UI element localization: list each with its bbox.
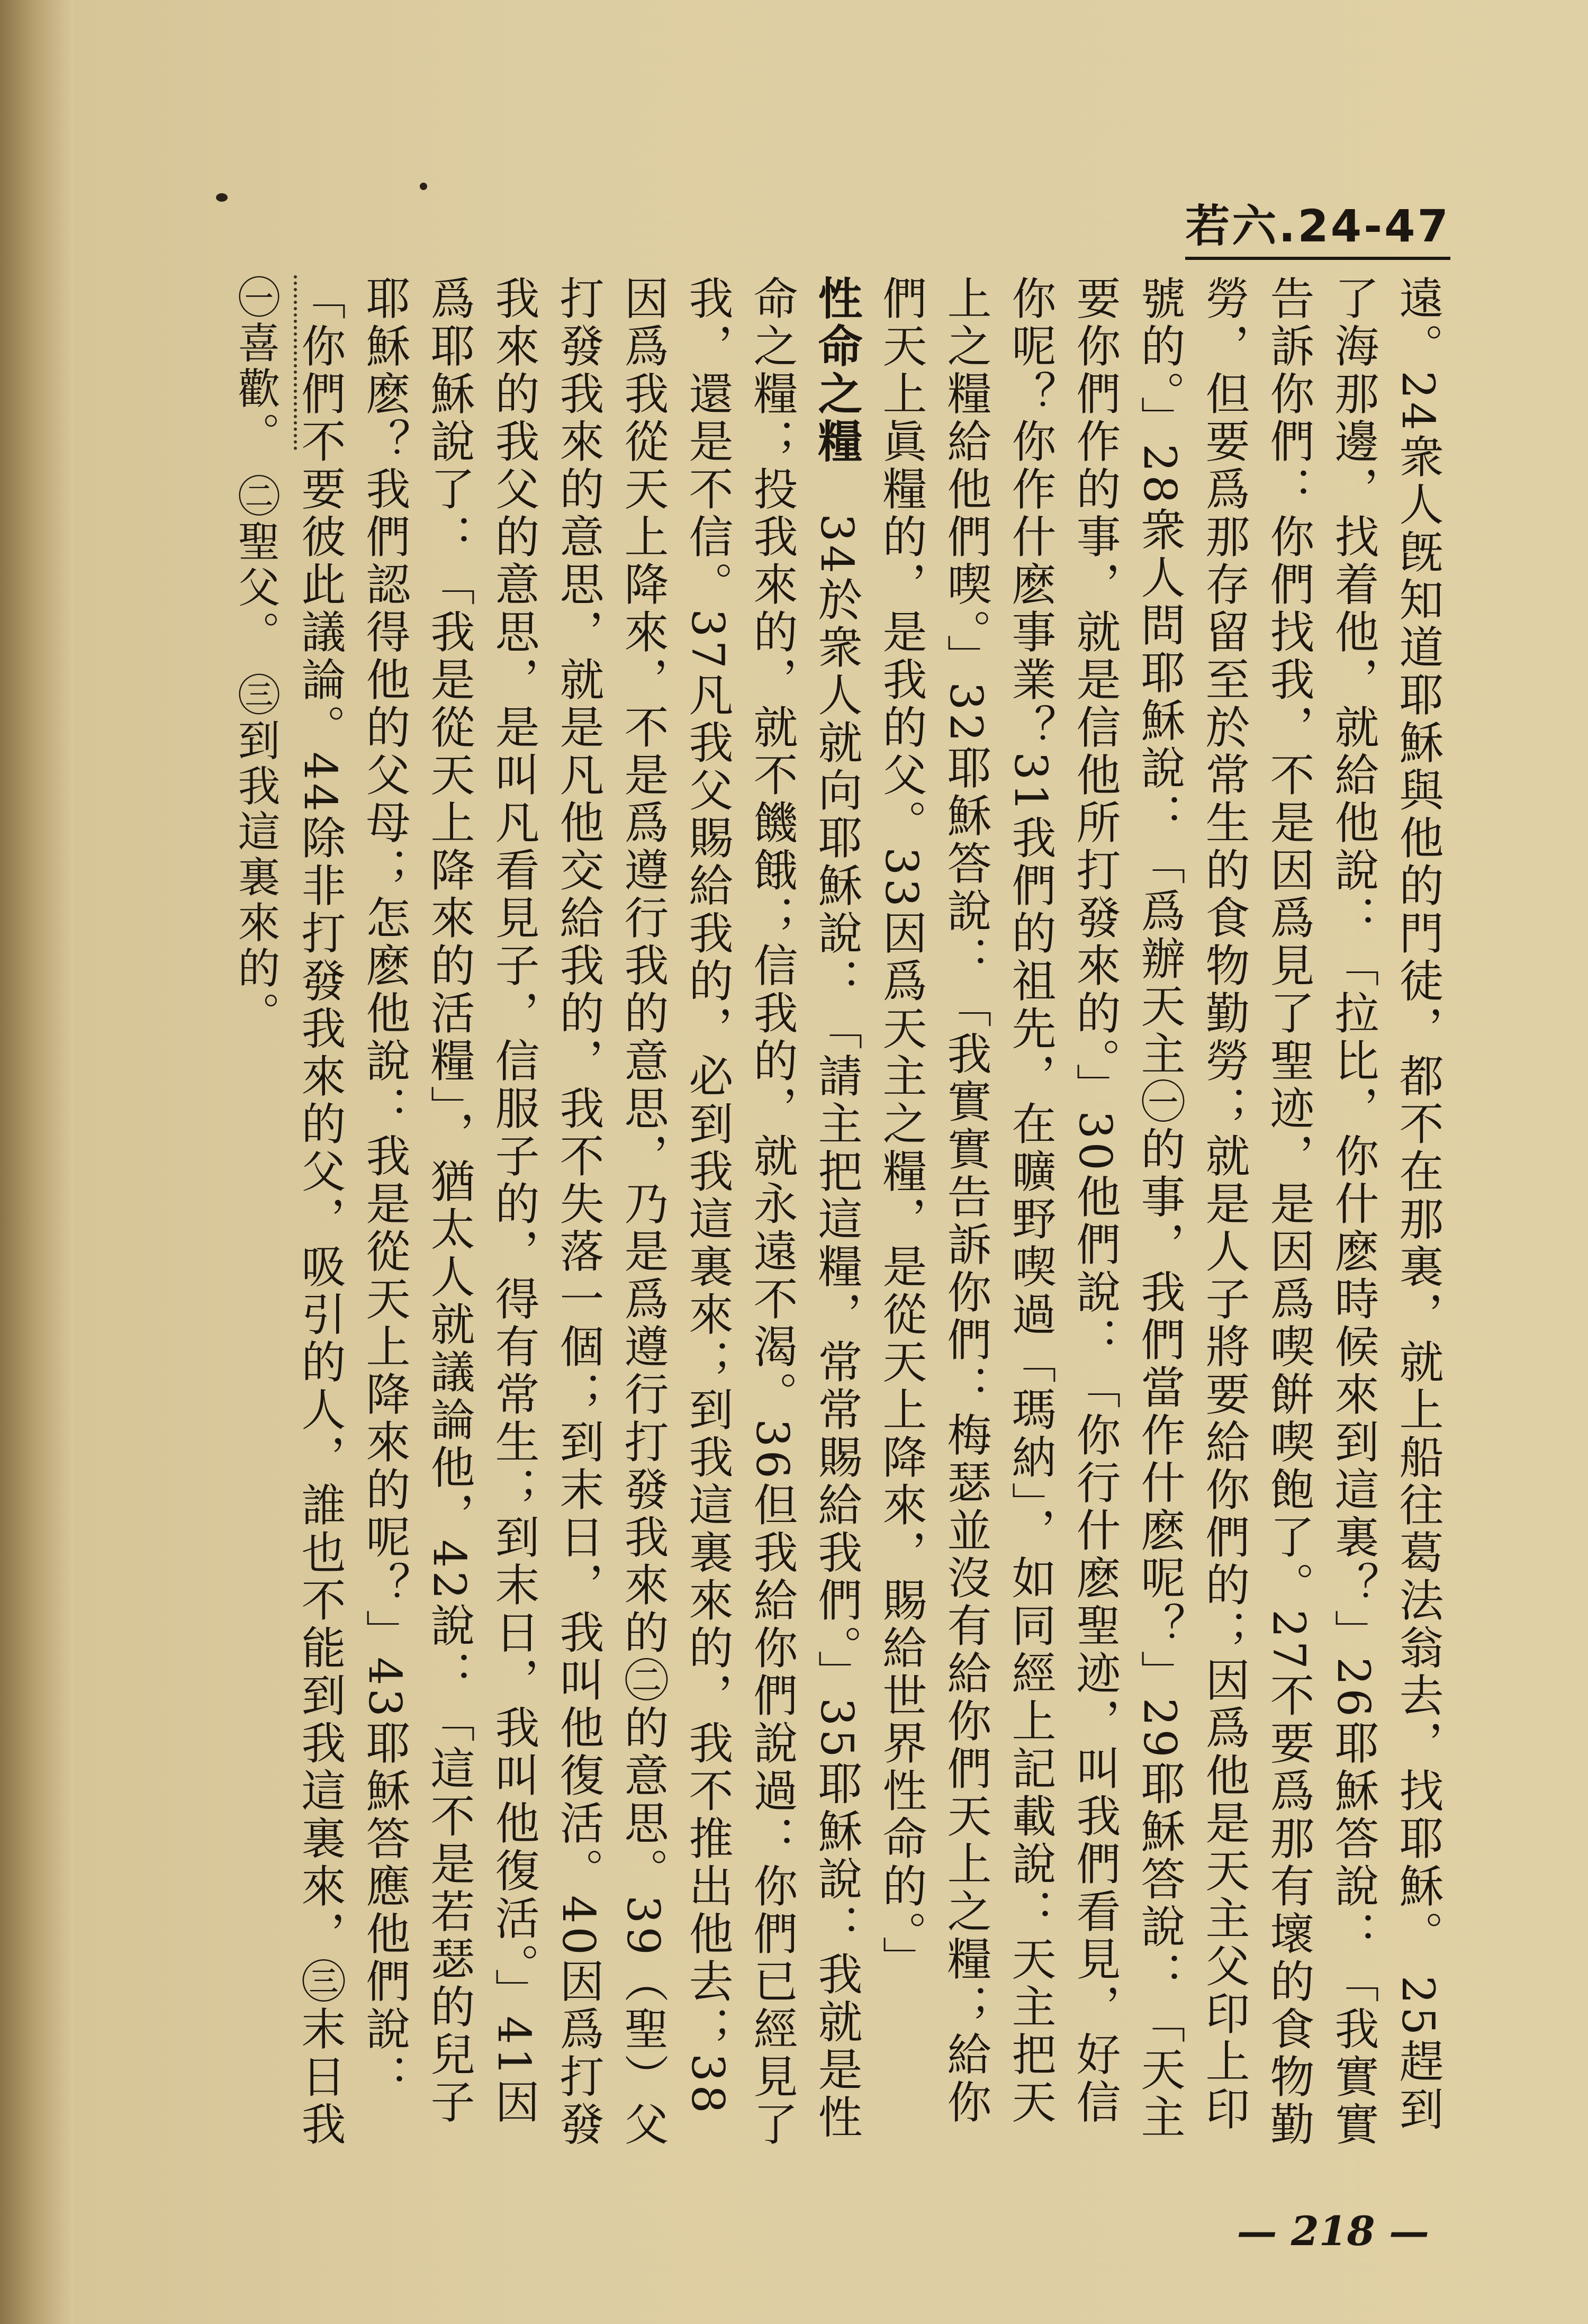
footnotes: ㊀喜歡。 ㊁聖父。 ㊂到我這裏來的。 bbox=[231, 275, 280, 1037]
running-header: 若六.24-47 bbox=[1185, 191, 1450, 260]
scripture-text-body bbox=[291, 275, 1450, 2149]
print-speck bbox=[216, 193, 228, 202]
scripture-paragraph-with-heading bbox=[291, 275, 869, 2149]
page-gutter-shadow bbox=[0, 0, 74, 2324]
scripture-paragraph: 遠。24衆人旣知道耶穌與他的門徒，都不在那裏，就上船往葛法翁去，找耶穌。 25趕到了海那邊，找着他，就給他說：「拉比，你什麽時候來到這裏？」26耶穌答說：「我實實告訴你們：你們找我，不是因爲見了聖迹，是因爲喫餠喫飽了。27不要爲那有壞的食物勤勞，但要爲那存留至於常生的食物勤勞；就是人子將要給你們的；因爲他是天主父印上印號的。」28衆人問耶穌說：「爲辦天主㊀的事，我們當作什麽呢？」29耶穌答說：「天主要你們作的事，就是信他所打發來的。」30他們說：「你行什麽聖迹，叫我們看見，好信你呢？你作什麽事業？31我們的祖先，在曠野喫過「瑪納」，如同經上記載說：天主把天上之糧給他們喫。」32耶穌答說：「我實實告訴你們：梅瑟並沒有給你們天上之糧；給你們天上眞糧的，是我的父。33因爲天主之糧，是從天上降來，賜給世界性命的。」 bbox=[876, 275, 1444, 2149]
section-heading: 性命之糧 bbox=[811, 275, 863, 466]
scripture-paragraph-text: 34於衆人就向耶穌說：「請主把這糧，常常賜給我們。」35耶穌說：我就是性命之糧；投我來的，就不饑餓；信我的，就永遠不渴。36但我給你們說過：你們已經見了我，還是不信。37凡我父賜給我的，必到我這裏來；到我這裏來的，我不推出他去；38因爲我從天上降來，不是爲遵行我的意思，乃是爲遵行打發我來的㊁的意思。39（聖）父打發我來的意思，就是凡他交給我的，我不失落一個；到末日，我叫他復活。40因爲打發我來的我父的意思，是叫凡看見子，信服子的，得有常生；到末日，我叫他復活。」41因爲耶穌說了：「我是從天上降來的活糧」，猶太人就議論他，42說：「這不是若瑟的兒子耶穌麽？我們認得他的父母；怎麽他說：我是從天上降來的呢？」43耶穌答應他們說：「你們不要彼此議論。44除非打發我來的父，吸引的人，誰也不能到我這裏來，㊂末日我 bbox=[294, 275, 863, 2149]
page-number: — 218 — bbox=[1237, 2208, 1429, 2255]
print-speck bbox=[420, 183, 427, 190]
footnote-separator-rule bbox=[294, 275, 313, 450]
